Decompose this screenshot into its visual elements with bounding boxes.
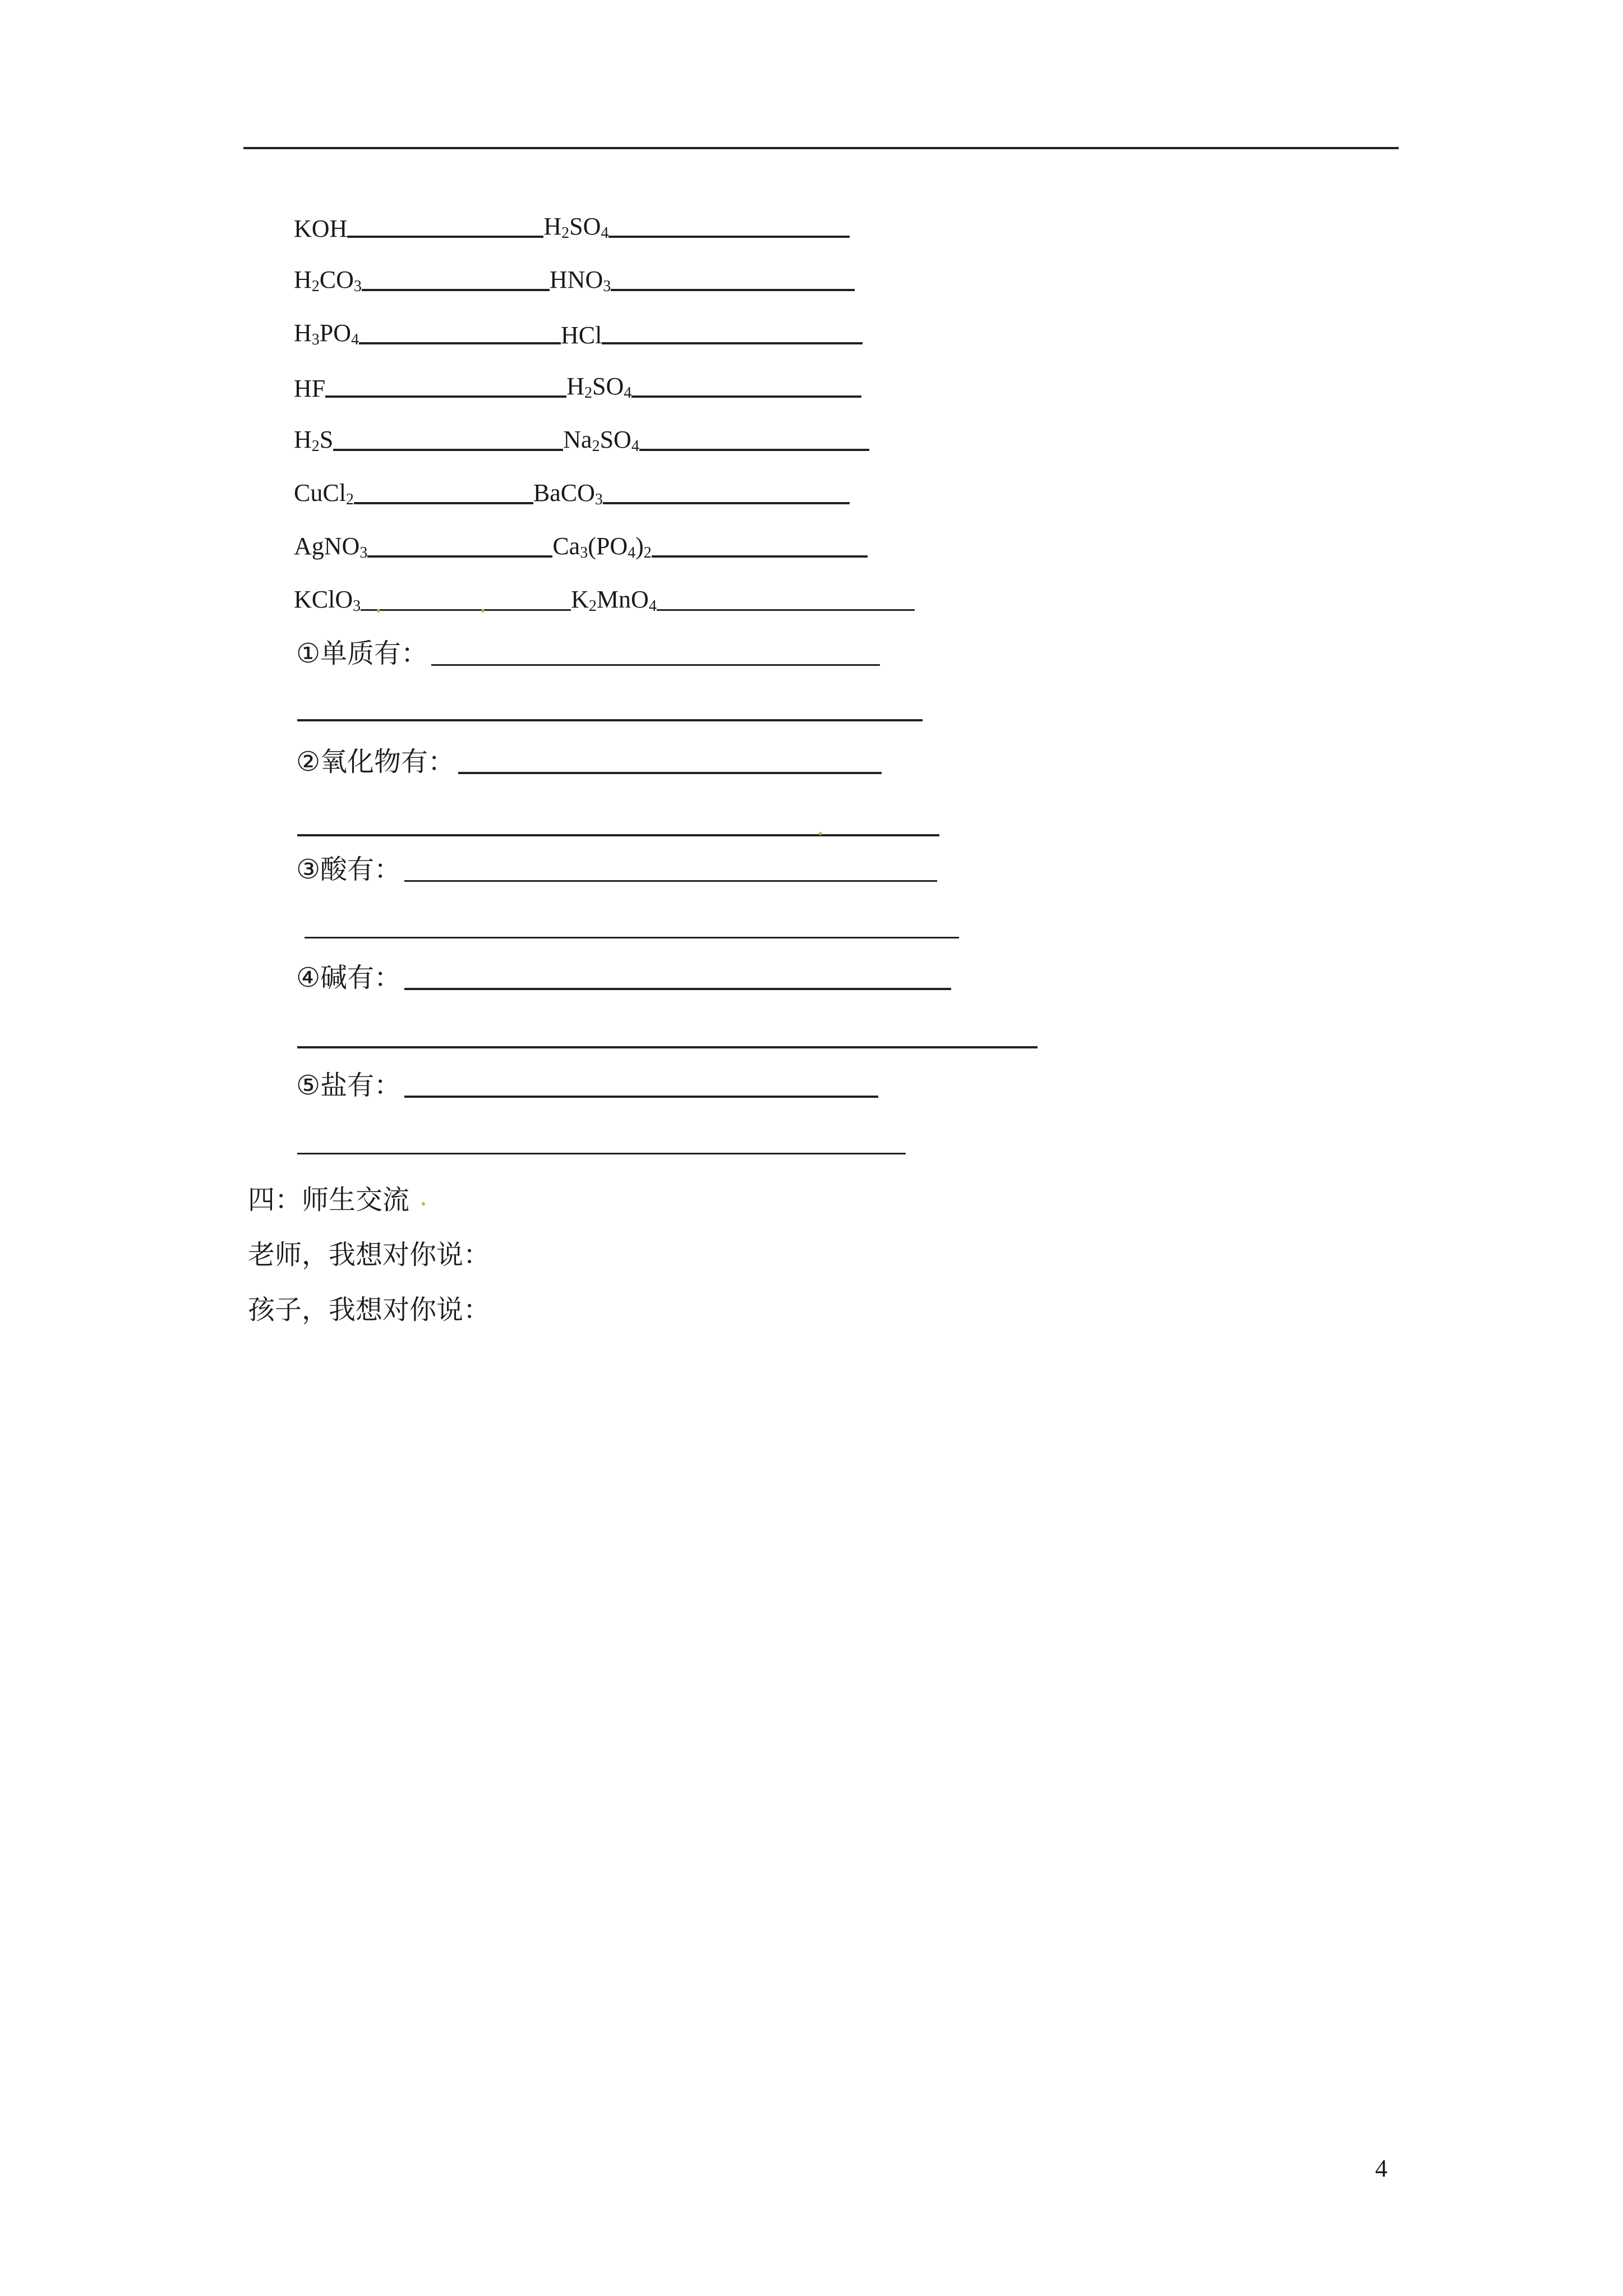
formula-na2so4: $Na_2SO_4$ — [563, 426, 639, 455]
formula-cucl2: CuCl$_2$ — [294, 479, 354, 508]
question-label: ⑤盐有： — [296, 1070, 402, 1101]
blank-hcl[interactable] — [602, 342, 863, 344]
formula-row-6 — [294, 468, 850, 508]
formula-baco3: BaCO$_3$ — [533, 479, 603, 508]
formula-h3po4: $H_3PO_4$ — [294, 319, 359, 348]
answer-line-continued[interactable] — [297, 834, 939, 836]
blank-h2so4[interactable] — [608, 236, 850, 238]
formula-h2co3: $H_2CO_3$ — [294, 266, 362, 295]
speck — [819, 832, 822, 835]
answer-line-continued[interactable] — [305, 937, 959, 938]
formula-h2so4: $H_2SO_4$ — [543, 213, 609, 242]
question-elements — [296, 631, 880, 670]
answer-line-continued[interactable] — [297, 1046, 1038, 1048]
section-title: 四：师生交流 — [248, 1184, 410, 1216]
answer-line[interactable] — [404, 880, 937, 882]
answer-line-continued[interactable] — [297, 719, 923, 721]
blank-baco3[interactable] — [603, 502, 850, 504]
blank-h3po4[interactable] — [359, 342, 561, 344]
header-rule — [243, 147, 1399, 149]
blank-k2mno4[interactable] — [657, 609, 915, 611]
page-number: 4 — [1375, 2155, 1387, 2182]
formula-agno3: AgNO$_3$ — [294, 532, 368, 562]
question-label: ①单质有： — [296, 638, 428, 669]
blank-h2so4-2[interactable] — [631, 395, 861, 398]
answer-line[interactable] — [404, 988, 951, 990]
speck — [481, 609, 485, 613]
blank-h2co3[interactable] — [362, 289, 550, 291]
blank-na2so4[interactable] — [639, 449, 869, 451]
speck — [422, 1202, 425, 1205]
blank-cucl2[interactable] — [354, 502, 533, 504]
formula-hf: HF — [294, 375, 326, 402]
formula-row-4 — [294, 362, 861, 401]
formula-row-5 — [294, 415, 869, 454]
formula-koh: KOH — [294, 215, 348, 242]
answer-line-continued[interactable] — [297, 1153, 906, 1154]
formula-row-2 — [294, 255, 855, 295]
question-salts — [296, 1063, 878, 1102]
blank-hno3[interactable] — [611, 289, 855, 291]
blank-h2s[interactable] — [333, 449, 563, 451]
question-label: ②氧化物有： — [296, 746, 455, 777]
question-acids — [296, 847, 937, 886]
question-label: ③酸有： — [296, 854, 402, 885]
formula-h2s: $H_2S$ — [294, 426, 334, 455]
student-message-line: 孩子，我想对你说： — [248, 1294, 491, 1326]
question-bases — [296, 955, 951, 995]
formula-kclo3: KClO$_3$ — [294, 586, 361, 615]
formula-hcl: HCl — [561, 321, 602, 349]
formula-row-7 — [294, 522, 868, 561]
teacher-message-line: 老师，我想对你说： — [248, 1239, 491, 1271]
blank-hf[interactable] — [325, 395, 566, 398]
formula-ca3po42: $Ca_3(PO_4)_2$ — [552, 532, 652, 562]
blank-koh[interactable] — [347, 236, 543, 238]
formula-row-8 — [294, 575, 915, 614]
formula-k2mno4: $K_2MnO_4$ — [571, 586, 657, 615]
blank-ca3po42[interactable] — [652, 555, 868, 558]
answer-line[interactable] — [431, 664, 880, 666]
speck — [377, 609, 380, 613]
formula-row-1 — [294, 202, 850, 241]
question-label: ④碱有： — [296, 962, 402, 993]
answer-line[interactable] — [458, 772, 882, 774]
formula-hno3: $HNO_3$ — [549, 266, 611, 295]
blank-agno3[interactable] — [367, 555, 552, 558]
answer-line[interactable] — [404, 1096, 878, 1098]
question-oxides — [296, 739, 882, 779]
blank-kclo3[interactable] — [361, 609, 571, 611]
formula-row-3 — [294, 309, 863, 348]
formula-h2so4-2: $H_2SO_4$ — [566, 372, 632, 402]
